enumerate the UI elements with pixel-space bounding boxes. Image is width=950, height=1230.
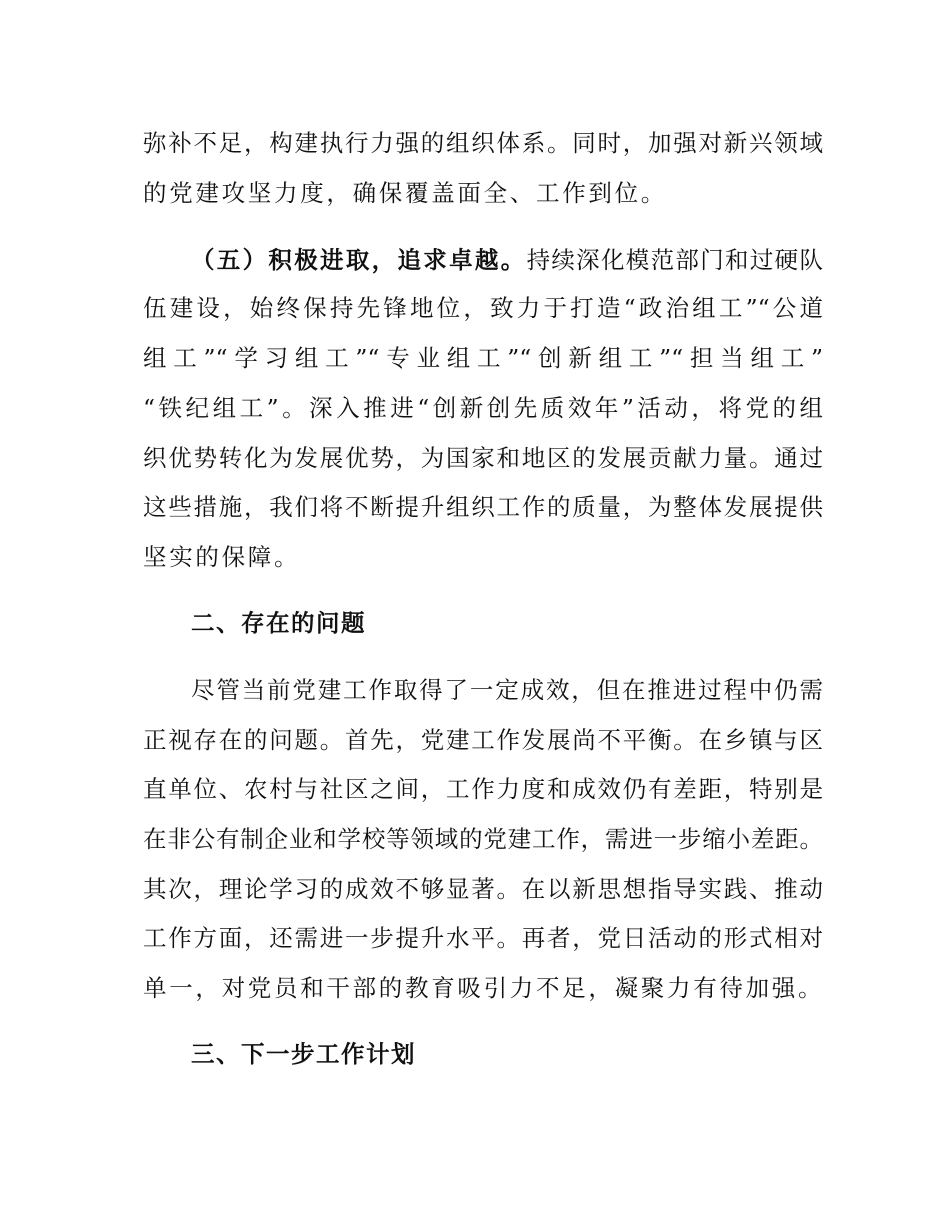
paragraph-line: 组工”“学习组工”“专业组工”“创新组工”“担当组工” [143,344,823,372]
paragraph-line: 弥补不足，构建执行力强的组织体系。同时，加强对新兴领域 [143,129,823,157]
section-five-first-line [191,244,823,276]
paragraph-line: 坚实的保障。 [143,543,301,571]
section-heading-next-plan: 三、下一步工作计划 [191,1040,416,1068]
paragraph-line: 这些措施，我们将不断提升组织工作的质量，为整体发展提供 [143,493,823,521]
section-heading-problems: 二、存在的问题 [191,609,366,637]
section-five-title: （五）积极进取，追求卓越。 [191,246,527,274]
paragraph-line: 尽管当前党建工作取得了一定成效，但在推进过程中仍需 [191,676,823,704]
paragraph-line: 持续深化模范部门和过硬队 [526,246,823,274]
paragraph-line: 在非公有制企业和学校等领域的党建工作，需进一步缩小差距。 [143,825,823,853]
paragraph-line: 的党建攻坚力度，确保覆盖面全、工作到位。 [143,179,667,207]
paragraph-line: “铁纪组工”。深入推进“创新创先质效年”活动，将党的组 [143,394,823,422]
paragraph-line: 伍建设，始终保持先锋地位，致力于打造“政治组工”“公道 [143,294,823,322]
paragraph-line: 工作方面，还需进一步提升水平。再者，党日活动的形式相对 [143,924,823,952]
paragraph-line: 其次，理论学习的成效不够显著。在以新思想指导实践、推动 [143,875,823,903]
paragraph-line: 织优势转化为发展优势，为国家和地区的发展贡献力量。通过 [143,444,823,472]
paragraph-line: 正视存在的问题。首先，党建工作发展尚不平衡。在乡镇与区 [143,726,823,754]
paragraph-line: 直单位、农村与社区之间，工作力度和成效仍有差距，特别是 [143,775,823,803]
paragraph-line: 单一，对党员和干部的教育吸引力不足，凝聚力有待加强。 [143,974,825,1002]
